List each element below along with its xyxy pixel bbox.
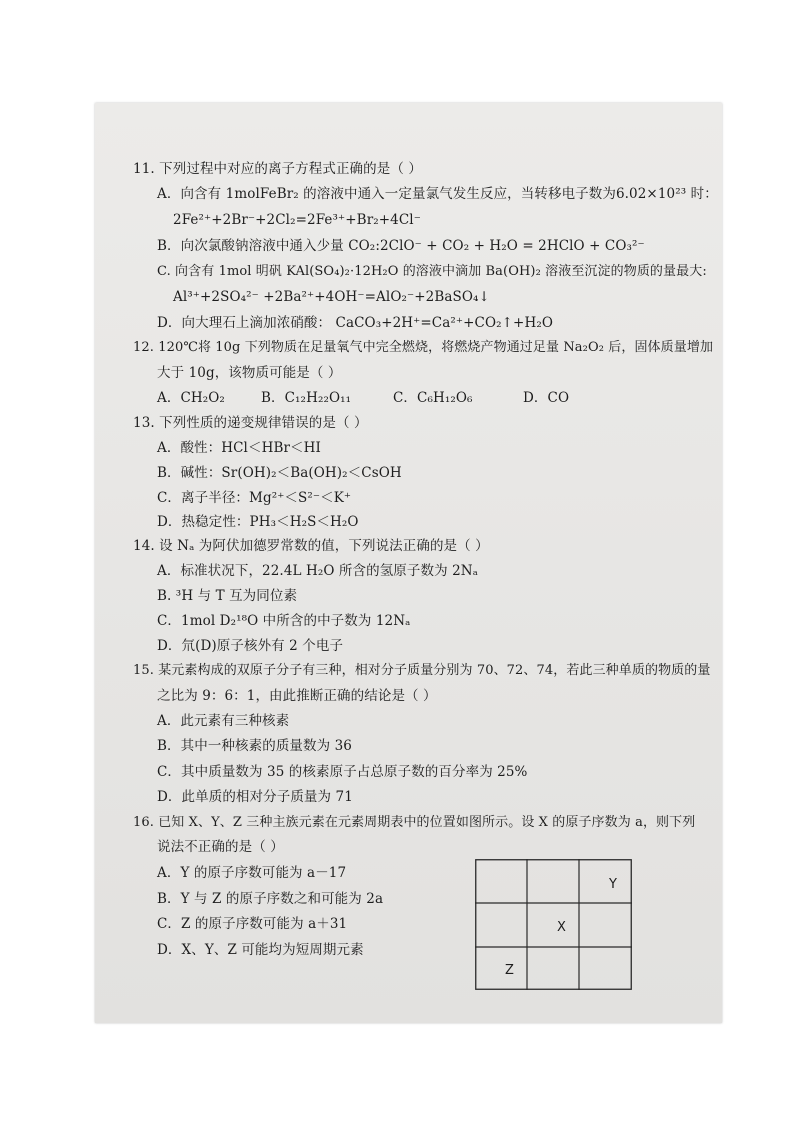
question-15-stem-continued: 之比为 9：6：1，由此推断正确的结论是（ ） [157,688,437,704]
question-13-option-b: B．碱性：Sr(OH)₂＜Ba(OH)₂＜CsOH [157,465,402,481]
question-12-stem: 12. 120℃将 10g 下列物质在足量氧气中完全燃烧，将燃烧产物通过足量 Na₂O₂ 后，固体质量增加 [133,340,714,355]
question-12-option-a: A．CH₂O₂ [157,390,225,406]
question-12-option-b: B．C₁₂H₂₂O₁₁ [261,390,352,406]
question-12-option-c: C．C₆H₁₂O₆ [393,390,473,406]
question-15-option-d: D．此单质的相对分子质量为 71 [157,789,353,805]
question-15-option-c: C．其中质量数为 35 的核素原子占总原子数的百分率为 25% [157,764,528,780]
exam-page [95,103,722,1023]
question-16-option-a: A．Y 的原子序数可能为 a－17 [157,865,347,881]
question-15-option-a: A．此元素有三种核素 [157,713,290,729]
question-11-option-b: B．向次氯酸钠溶液中通入少量 CO₂:2ClO⁻ + CO₂ + H₂O = 2HClO + CO₃²⁻ [157,238,645,254]
question-11-option-a: A．向含有 1molFeBr₂ 的溶液中通入一定量氯气发生反应，当转移电子数为6.02×10²³ 时： [157,186,718,202]
question-11-option-d: D．向大理石上滴加浓硝酸： CaCO₃+2H⁺=Ca²⁺+CO₂↑+H₂O [157,315,554,331]
question-14-option-d: D．氘(D)原子核外有 2 个电子 [157,638,344,654]
question-14-option-b: B. ³H 与 T 互为同位素 [157,588,298,604]
question-11-option-c-equation: Al³⁺+2SO₄²⁻ +2Ba²⁺+4OH⁻=AlO₂⁻+2BaSO₄↓ [173,289,490,305]
question-11-stem: 11. 下列过程中对应的离子方程式正确的是（ ） [133,161,422,177]
periodic-table-grid [475,859,632,990]
question-16-option-c: C．Z 的原子序数可能为 a＋31 [157,916,348,932]
question-16-option-d: D．X、Y、Z 可能均为短周期元素 [157,942,364,958]
question-13-stem: 13. 下列性质的递变规律错误的是（ ） [133,415,368,431]
question-12-stem-continued: 大于 10g，该物质可能是（ ） [157,365,342,381]
question-15-option-b: B．其中一种核素的质量数为 36 [157,738,352,754]
question-13-option-a: A．酸性：HCl＜HBr＜HI [157,440,321,456]
question-14-stem: 14. 设 Nₐ 为阿伏加德罗常数的值，下列说法正确的是（ ） [133,538,489,554]
question-11-option-c: C. 向含有 1mol 明矾 KAl(SO₄)₂·12H₂O 的溶液中滴加 Ba(OH)₂ 溶液至沉淀的物质的量最大: [157,264,707,279]
question-12-options [157,389,677,407]
question-16-option-b: B．Y 与 Z 的原子序数之和可能为 2a [157,891,384,907]
question-13-option-c: C．离子半径：Mg²⁺＜S²⁻＜K⁺ [157,490,352,506]
question-16-stem-continued: 说法不正确的是（ ） [157,839,284,855]
question-14-option-a: A．标准状况下，22.4L H₂O 所含的氢原子数为 2Nₐ [157,563,479,579]
question-15-stem: 15. 某元素构成的双原子分子有三种，相对分子质量分别为 70、72、74，若此三种单质的物质的量 [133,663,711,678]
question-13-option-d: D．热稳定性：PH₃＜H₂S＜H₂O [157,514,359,530]
question-16-stem: 16. 已知 X、Y、Z 三种主族元素在元素周期表中的位置如图所示。设 X 的原子序数为 a，则下列 [133,815,696,830]
question-12-option-d: D．CO [523,390,570,406]
question-11-option-a-equation: 2Fe²⁺+2Br⁻+2Cl₂=2Fe³⁺+Br₂+4Cl⁻ [173,212,421,228]
question-14-option-c: C．1mol D₂¹⁸O 中所含的中子数为 12Nₐ [157,613,411,629]
element-x-label: X [557,920,566,935]
element-y-label: Y [609,877,617,892]
element-z-label: Z [505,963,514,978]
